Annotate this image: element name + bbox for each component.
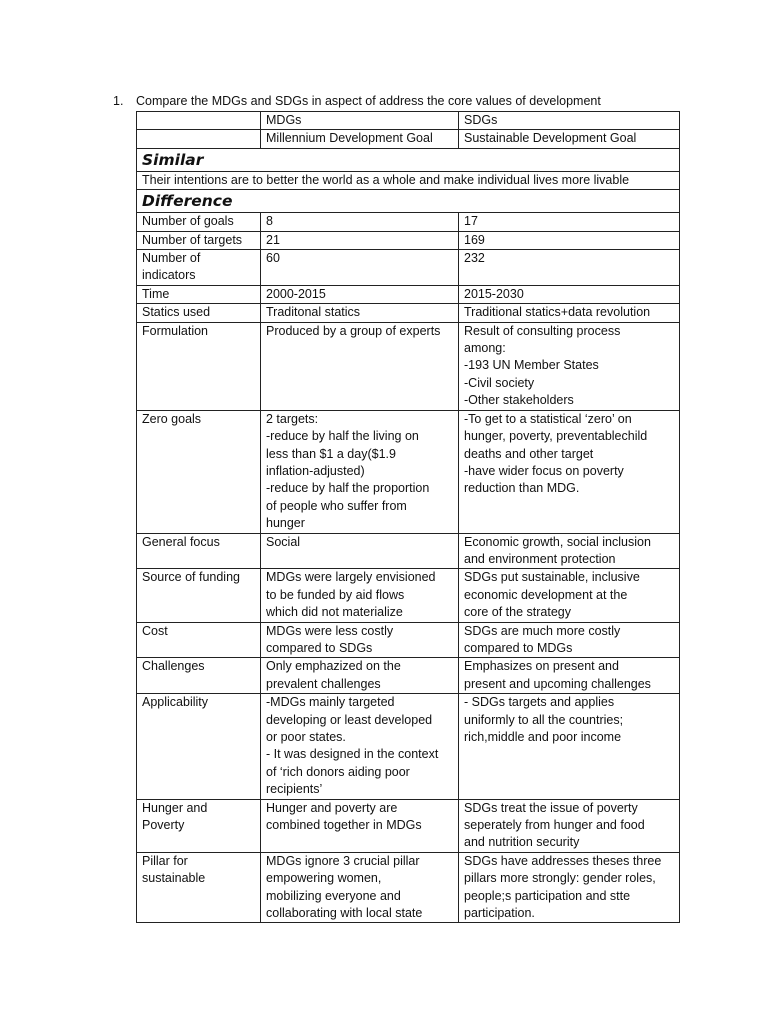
cell-line: Time [142,286,170,301]
cell-line: SDGs have addresses theses three [464,853,662,868]
row-label-cell [137,322,261,410]
row-sdg-cell [459,304,680,322]
cell-line: -To get to a statistical ‘zero’ on [464,411,632,426]
cell-line: Formulation [142,323,208,338]
cell-line: 232 [464,251,485,266]
row-mdg-cell [261,322,459,410]
row-label-cell [137,622,261,658]
cell-line: Economic growth, social inclusion [464,534,651,549]
row-sdg-cell [459,533,680,569]
difference-row [137,322,680,410]
cell-line: -reduce by half the living on [266,429,419,444]
header-sdg-full: Sustainable Development Goal [459,130,680,148]
row-label-cell [137,658,261,694]
cell-line: indicators [142,268,196,283]
difference-row [137,658,680,694]
cell-line: mobilizing everyone and [266,888,401,903]
row-mdg-cell [261,658,459,694]
cell-line: -193 UN Member States [464,358,599,373]
cell-line: MDGs ignore 3 crucial pillar [266,853,420,868]
cell-line: MDGs were largely envisioned [266,570,436,585]
cell-line: Pillar for [142,853,188,868]
cell-line: 17 [464,214,478,229]
difference-row [137,852,680,923]
difference-row [137,533,680,569]
row-mdg-cell [261,304,459,322]
row-sdg-cell [459,410,680,533]
cell-line: Traditonal statics [266,305,361,320]
cell-line: 21 [266,232,280,247]
row-mdg-cell [261,533,459,569]
cell-line: sustainable [142,871,206,886]
cell-line: -Civil society [464,375,535,390]
similar-heading-row [137,148,680,171]
cell-line: which did not materialize [266,605,403,620]
cell-line: uniformly to all the countries; [464,712,624,727]
cell-line: Number of [142,251,201,266]
cell-line: and nutrition security [464,835,580,850]
header-mdg-full: Millennium Development Goal [261,130,459,148]
cell-line: Result of consulting process [464,323,621,338]
row-sdg-cell [459,622,680,658]
cell-line: Source of funding [142,570,240,585]
row-sdg-cell [459,213,680,231]
cell-line: pillars more strongly: gender roles, [464,871,656,886]
cell-line: people;s participation and stte [464,888,631,903]
cell-line: Only emphazized on the [266,659,401,674]
cell-line: combined together in MDGs [266,818,422,833]
difference-row [137,304,680,322]
cell-line: - SDGs targets and applies [464,695,615,710]
cell-line: present and upcoming challenges [464,676,651,691]
row-sdg-cell [459,285,680,303]
row-label-cell [137,213,261,231]
row-mdg-cell [261,799,459,852]
header-empty-cell [137,112,261,130]
row-mdg-cell [261,569,459,622]
cell-line: Produced by a group of experts [266,323,441,338]
cell-line: economic development at the [464,587,628,602]
cell-line: Applicability [142,695,209,710]
cell-line: Number of targets [142,232,243,247]
cell-line: recipients’ [266,782,323,797]
header-row-short [137,112,680,130]
row-sdg-cell [459,250,680,286]
cell-line: 2 targets: [266,411,319,426]
row-label-cell [137,231,261,249]
cell-line: 2015-2030 [464,286,524,301]
cell-line: - It was designed in the context [266,747,439,762]
cell-line: MDGs were less costly [266,623,394,638]
cell-line: Traditional statics+data revolution [464,305,651,320]
cell-line: -Other stakeholders [464,393,574,408]
cell-line: Social [266,534,301,549]
cell-line: developing or least developed [266,712,433,727]
difference-heading-row [137,190,680,213]
similar-text: Their intentions are to better the world as a whole and make individual lives more livable [137,171,680,189]
cell-line: Hunger and poverty are [266,800,398,815]
row-label-cell [137,694,261,799]
row-mdg-cell [261,231,459,249]
row-label-cell [137,250,261,286]
row-label-cell [137,852,261,923]
cell-line: -have wider focus on poverty [464,463,624,478]
cell-line: -reduce by half the proportion [266,481,430,496]
cell-line: 169 [464,232,485,247]
question-heading [113,93,601,109]
cell-line: General focus [142,534,220,549]
cell-line: Statics used [142,305,211,320]
cell-line: Number of goals [142,214,234,229]
cell-line: 60 [266,251,280,266]
cell-line: 2000-2015 [266,286,326,301]
difference-row [137,569,680,622]
difference-row [137,694,680,799]
row-sdg-cell [459,799,680,852]
row-sdg-cell [459,852,680,923]
row-label-cell [137,304,261,322]
cell-line: 8 [266,214,273,229]
row-label-cell [137,285,261,303]
row-sdg-cell [459,569,680,622]
cell-line: reduction than MDG. [464,481,580,496]
comparison-table [136,111,680,923]
difference-row [137,799,680,852]
row-mdg-cell [261,694,459,799]
cell-line: to be funded by aid flows [266,587,405,602]
cell-line: compared to SDGs [266,640,373,655]
difference-row [137,250,680,286]
header-mdg-short: MDGs [261,112,459,130]
cell-line: Zero goals [142,411,202,426]
cell-line: and environment protection [464,551,616,566]
row-mdg-cell [261,622,459,658]
row-sdg-cell [459,231,680,249]
cell-line: of people who suffer from [266,498,407,513]
cell-line: SDGs are much more costly [464,623,621,638]
cell-line: of ‘rich donors aiding poor [266,764,410,779]
row-label-cell [137,569,261,622]
difference-row [137,622,680,658]
cell-line: inflation-adjusted) [266,463,365,478]
header-sdg-short: SDGs [459,112,680,130]
question-number: 1. [113,94,124,108]
cell-line: compared to MDGs [464,640,573,655]
cell-line: rich,middle and poor income [464,730,622,744]
cell-line: Cost [142,623,168,638]
cell-line: -MDGs mainly targeted [266,695,395,710]
cell-line: hunger [266,516,305,531]
cell-line: Hunger and [142,800,208,815]
cell-line: or poor states. [266,730,346,744]
cell-line: SDGs put sustainable, inclusive [464,570,640,585]
difference-row [137,231,680,249]
header-empty-cell [137,130,261,148]
row-mdg-cell [261,852,459,923]
difference-row [137,213,680,231]
cell-line: seperately from hunger and food [464,818,645,833]
cell-line: participation. [464,906,535,921]
row-label-cell [137,410,261,533]
cell-line: hunger, poverty, preventablechild [464,429,648,444]
row-label-cell [137,799,261,852]
cell-line: less than $1 a day($1.9 [266,446,396,461]
cell-line: prevalent challenges [266,676,381,691]
cell-line: empowering women, [266,871,382,886]
similar-heading: Similar [137,148,680,171]
difference-row [137,285,680,303]
header-row-full [137,130,680,148]
cell-line: among: [464,341,506,356]
row-sdg-cell [459,658,680,694]
row-mdg-cell [261,250,459,286]
cell-line: SDGs treat the issue of poverty [464,800,638,815]
cell-line: deaths and other target [464,446,594,461]
cell-line: Poverty [142,818,185,833]
row-mdg-cell [261,410,459,533]
similar-text-row [137,171,680,189]
difference-heading: Difference [137,190,680,213]
row-label-cell [137,533,261,569]
cell-line: Emphasizes on present and [464,659,619,674]
question-text: Compare the MDGs and SDGs in aspect of address the core values of development [136,94,601,108]
row-mdg-cell [261,285,459,303]
difference-row [137,410,680,533]
cell-line: core of the strategy [464,605,572,620]
cell-line: collaborating with local state [266,906,423,921]
cell-line: Challenges [142,659,205,674]
row-mdg-cell [261,213,459,231]
row-sdg-cell [459,694,680,799]
row-sdg-cell [459,322,680,410]
